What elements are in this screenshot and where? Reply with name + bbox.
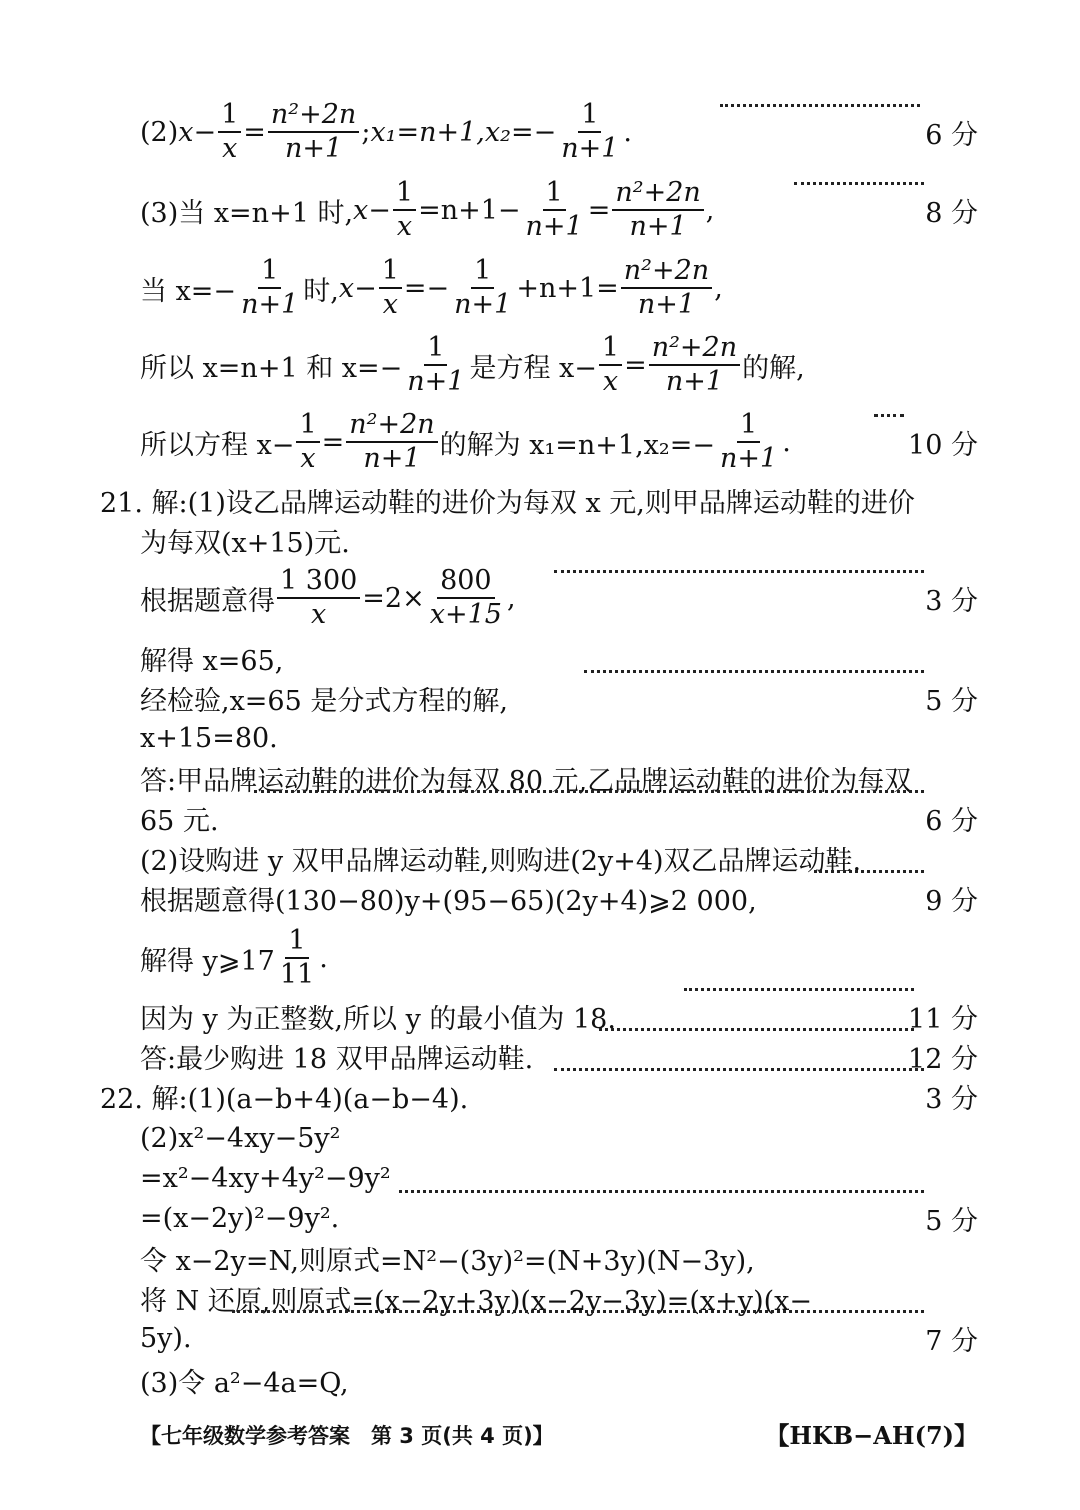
line-21-2 [0,510,1080,570]
text: x₂=− [484,116,557,148]
leader-dots [584,670,924,673]
den: x [311,599,327,630]
text: 是方程 x− [469,352,597,384]
text: (3)令 a²−4a=Q, [140,1367,349,1399]
num: n²+2n [649,334,740,366]
text: 5y). [140,1322,192,1354]
num: 1 [393,179,416,211]
text: 根据题意得 [140,585,275,617]
score: 5 分 [925,685,978,717]
text: 答:最少购进 18 双甲品牌运动鞋. [140,1043,534,1075]
fraction [296,408,319,474]
text: 时, [303,275,339,307]
text: 答:甲品牌运动鞋的进价为每双 80 元,乙品牌运动鞋的进价为每双 [140,765,912,797]
den: n+1 [637,289,696,320]
leader-dots [399,1190,924,1193]
num: 1 [285,927,308,959]
score: 10 分 [908,429,978,461]
text: 65 元. [140,805,219,837]
text: 22. 解:(1)(a−b+4)(a−b−4). [100,1083,469,1115]
den: x [382,289,398,320]
den: x [602,366,619,397]
text: +n+1= [516,272,619,304]
line-20-2: (2) x − $\frac{1}{x}$ = $\frac{\text{n²+2n}}{n+1}$ ; x₁=n+1, x₂=− $\frac{1}{n+1}$ . 6 分 [140,98,978,164]
den: 11 [279,959,315,990]
line-22-8 [0,1350,1080,1410]
den: n+1 [525,211,583,242]
text: 将 N 还原,则原式=(x−2y+3y)(x−2y−3y)=(x+y)(x− [140,1285,812,1317]
text: (2)设购进 y 双甲品牌运动鞋,则购进(2y+4)双乙品牌运动鞋. [140,845,862,877]
fraction [404,331,467,397]
num: 1 [379,257,402,289]
text: 解得 y⩾17 [140,945,275,977]
num: 1 [471,257,494,289]
text: =(x−2y)²−9y². [140,1202,340,1234]
line-20-4: 当 x=− $\frac{1}{n+1}$ 时, x − $\frac{1}{x}$ =− $\frac{1}{n+1}$ +n+1= $\frac{\text{n²+2n}}{n+1}$ , [140,254,723,320]
num: 1 [296,411,319,443]
fraction [649,331,740,397]
leader-dots [232,1310,924,1313]
fraction [277,924,317,990]
fraction [277,564,360,630]
den: n+1 [241,289,299,320]
text: 为每双(x+15)元. [140,527,350,559]
leader-dots [720,104,920,107]
footer-left: 【七年级数学参考答案 第 3 页(共 4 页)】 [140,1424,554,1448]
num: n²+2n [268,101,359,133]
text: 所以 x=n+1 和 x=− [140,352,403,384]
num: 1 [258,257,281,289]
line-21-3 [0,564,1080,630]
num: 1 [737,411,760,443]
fraction [523,176,586,242]
score: 7 分 [925,1325,978,1357]
fraction [558,98,621,164]
den: x [222,133,238,164]
line-21-10 [0,868,1080,928]
text: 的解为 x₁=n+1,x₂=− [439,429,715,461]
text: 经检验,x=65 是分式方程的解, [140,685,508,717]
score: 8 分 [925,197,978,229]
num: 1 [578,101,601,133]
score: 6 分 [925,119,978,151]
num: 1 [218,101,241,133]
text: 的解, [742,352,805,384]
text: (3)当 x=n+1 时, [140,197,354,229]
leader-dots [684,988,914,991]
den: n+1 [454,289,512,320]
leader-dots [254,790,924,793]
text: 令 x−2y=N,则原式=N²−(3y)²=(N+3y)(N−3y), [140,1245,755,1277]
line-21-11 [0,924,1080,990]
text: (2)x²−4xy−5y² [140,1122,341,1154]
score: 6 分 [925,805,978,837]
text: x₁=n+1, [370,116,485,148]
den: n+1 [363,443,421,474]
score: 11 分 [908,1003,978,1035]
leader-dots [599,1028,914,1031]
text: 当 x=− [140,275,237,307]
fraction [621,254,712,320]
num: n²+2n [346,411,437,443]
den: n+1 [629,211,687,242]
leader-dots [874,414,904,417]
den: x+15 [429,599,502,630]
fraction [599,331,622,397]
text: =n+1− [418,194,521,226]
den: x [300,443,316,474]
num: 800 [437,567,495,599]
text: , [506,582,516,614]
num: 1 [424,334,447,366]
score: 3 分 [925,585,978,617]
fraction [427,564,505,630]
fraction [393,176,416,242]
fraction [268,98,359,164]
line-20-6: 所以方程 x− $\frac{1}{x}$ = $\frac{\text{n²+2n}}{n+1}$ 的解为 x₁=n+1,x₂=− $\frac{1}{n+1}$ . 10 分 [140,408,978,474]
text: 所以方程 x− [140,429,295,461]
page-footer [0,1414,1080,1454]
leader-dots [554,1068,924,1071]
line-20-3: (3)当 x=n+1 时, x − $\frac{1}{x}$ =n+1− $\frac{1}{n+1}$ = $\frac{\text{n²+2n}}{n+1}$ , 8 分 [140,176,978,242]
fraction [612,176,703,242]
text: =2× [362,582,425,614]
num: 1 [543,179,566,211]
score: 12 分 [908,1043,978,1075]
text: . [319,942,328,974]
num: 1 [599,334,622,366]
text: 根据题意得(130−80)y+(95−65)(2y+4)⩾2 000, [140,885,757,917]
line-20-5: 所以 x=n+1 和 x=− $\frac{1}{n+1}$ 是方程 x− $\frac{1}{x}$ = $\frac{\text{n²+2n}}{n+1}$ 的解, [140,331,805,397]
leader-dots [814,870,924,873]
text: 21. 解:(1)设乙品牌运动鞋的进价为每双 x 元,则甲品牌运动鞋的进价 [100,487,915,519]
score: 9 分 [925,885,978,917]
den: n+1 [561,133,619,164]
den: n+1 [665,366,724,397]
text: x+15=80. [140,722,278,754]
fraction [717,408,780,474]
footer-right: 【HKB−AH(7)】 [765,1421,978,1450]
score: 5 分 [925,1205,978,1237]
leader-dots [794,182,924,185]
fraction [218,98,241,164]
text: =x²−4xy+4y²−9y² [140,1162,391,1194]
leader-dots [554,570,924,573]
fraction [451,254,514,320]
fraction [346,408,437,474]
text: 因为 y 为正整数,所以 y 的最小值为 18. [140,1003,616,1035]
den: n+1 [285,133,343,164]
fraction [238,254,301,320]
num: n²+2n [612,179,703,211]
text: 解得 x=65, [140,645,284,677]
den: x [396,211,413,242]
num: 1 300 [277,567,360,599]
den: n+1 [719,443,778,474]
fraction [379,254,402,320]
score: 3 分 [925,1083,978,1115]
den: n+1 [407,366,465,397]
num: n²+2n [621,257,712,289]
text: (2) [140,116,179,148]
